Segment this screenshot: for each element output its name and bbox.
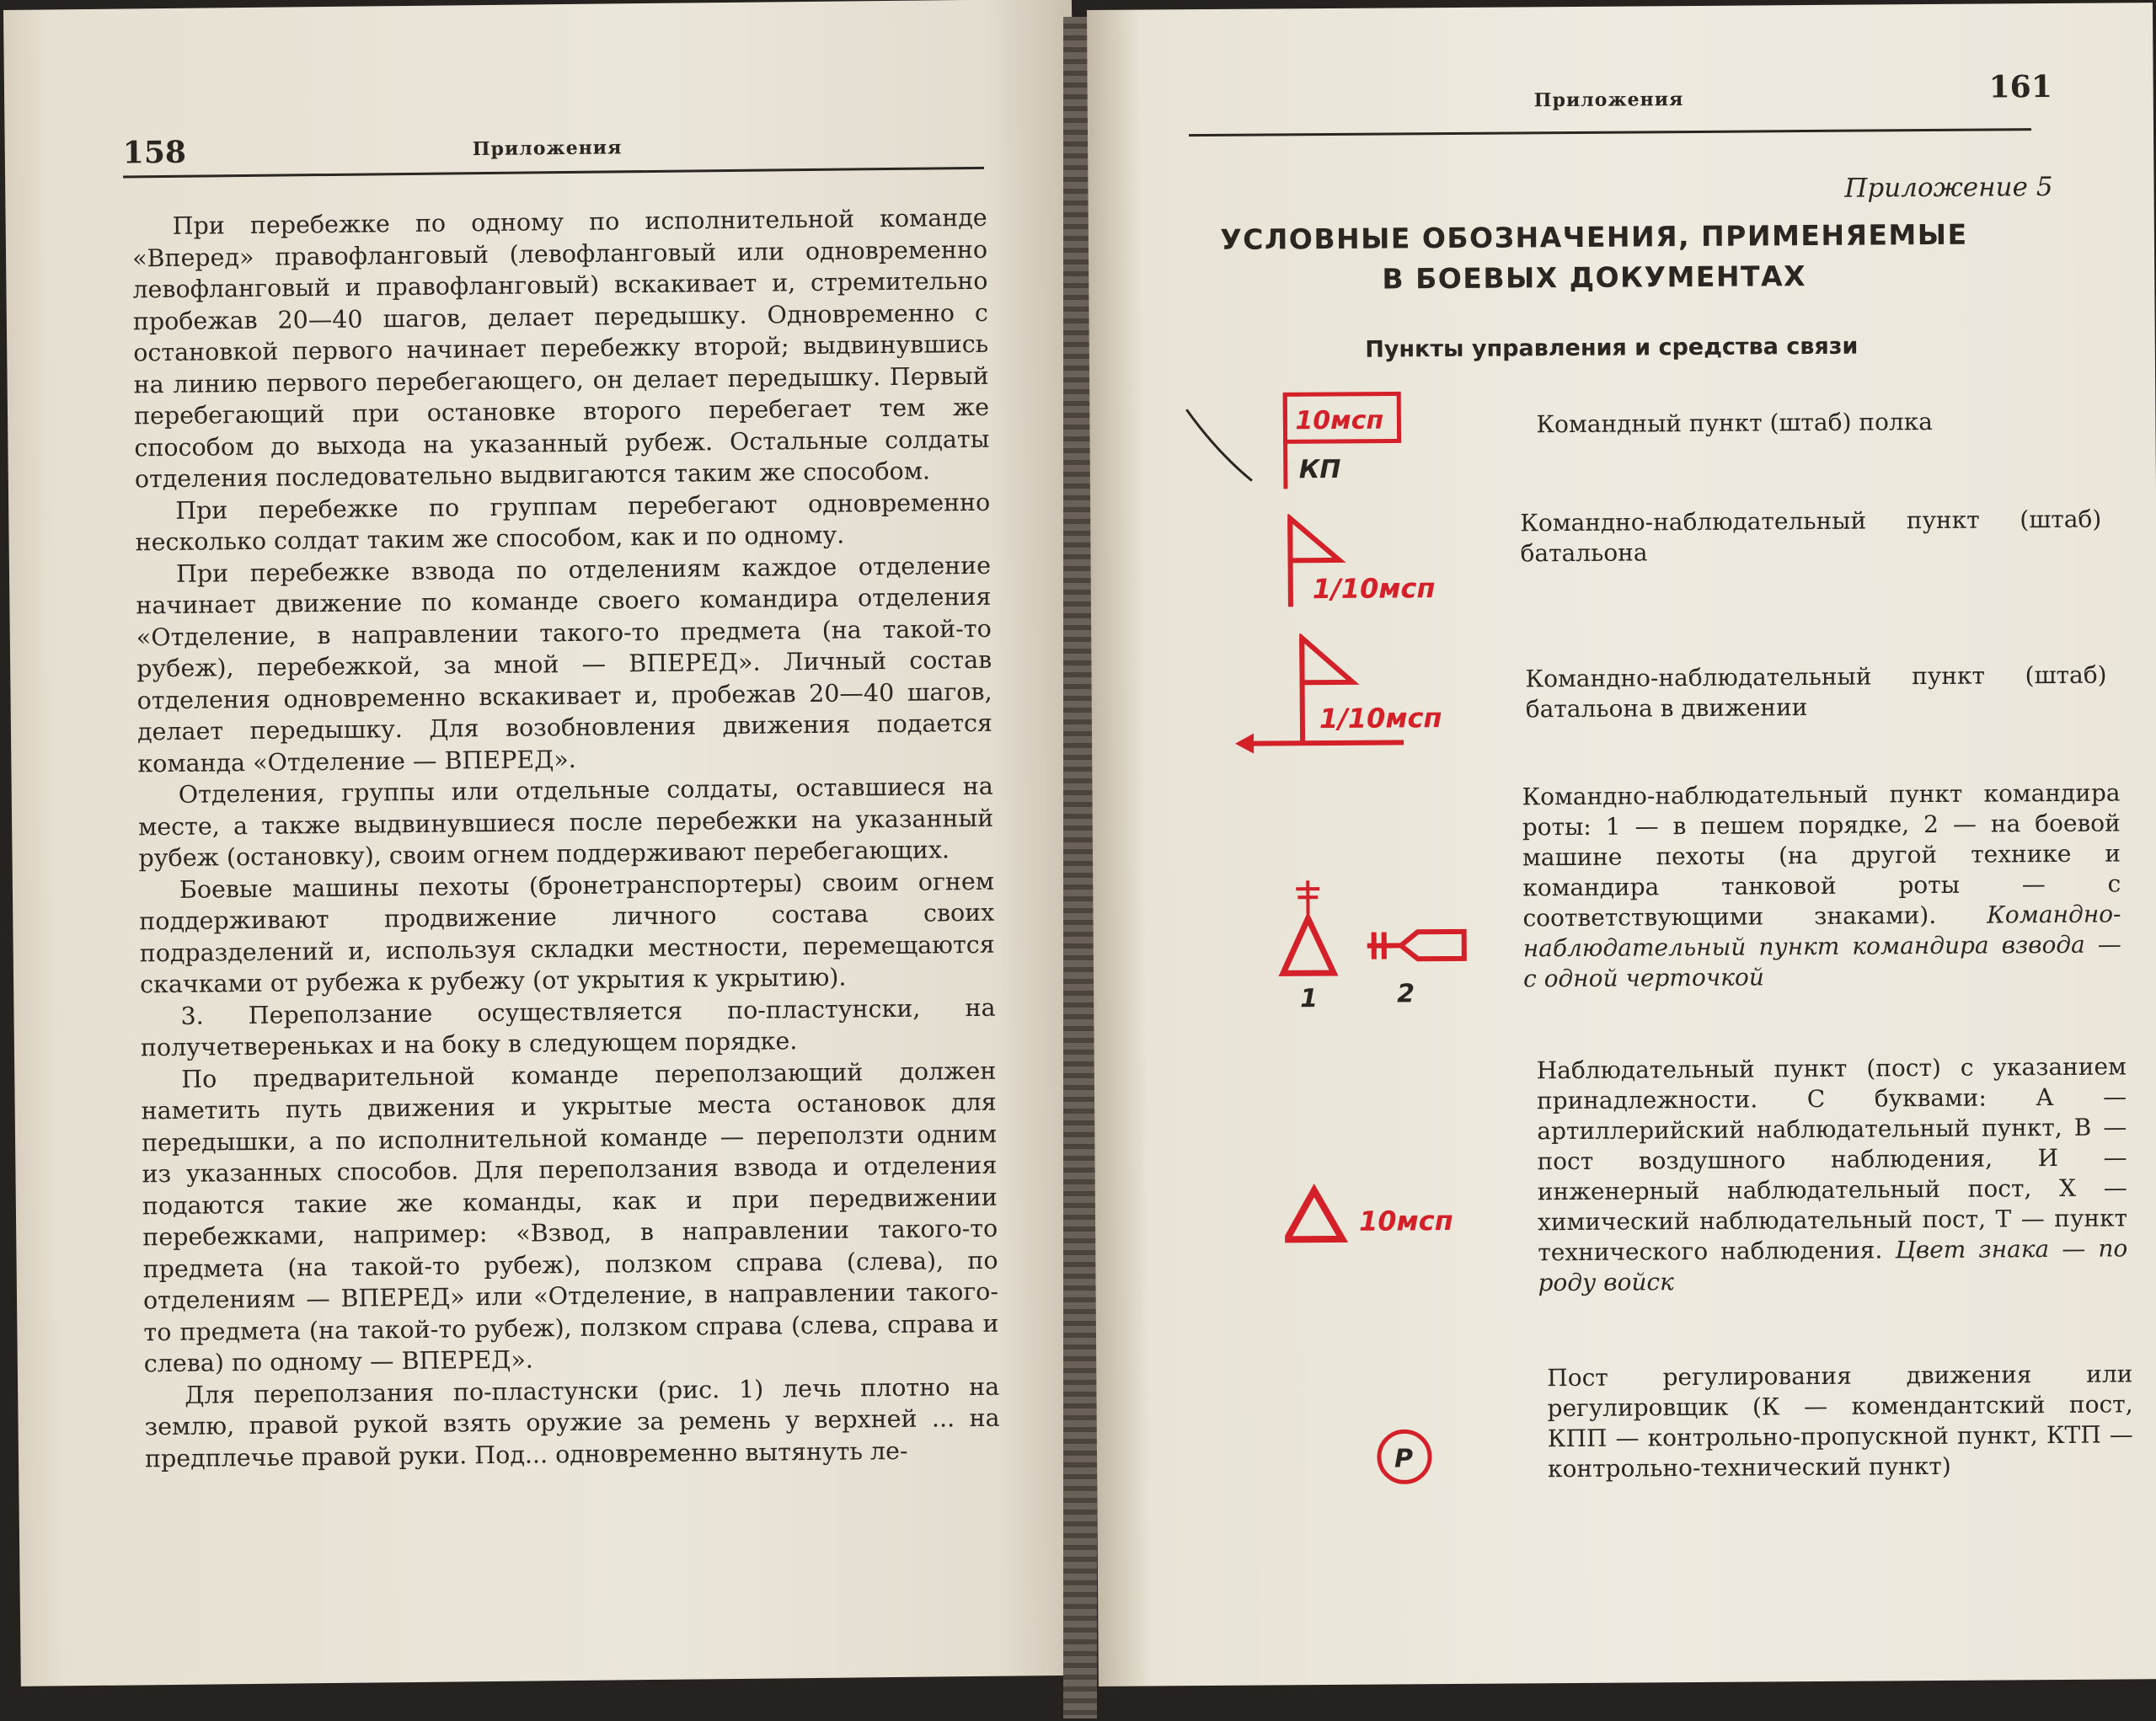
legend-entry: Пост регулирования движения или регулировщик (К — комендантский пост, КПП — контрольно-пропускной пункт, КТП — контрольно-технический пункт) bbox=[1547, 1360, 2133, 1483]
paragraph: Для переползания по-пластунски (рис. 1) лечь плотно на землю, правой рукой взять оружие за ремень у верхней ... на предплечье правой руки. Под... одновременно вытянуть ле- bbox=[144, 1372, 1000, 1472]
page-number: 161 bbox=[1988, 69, 2052, 105]
header-rule bbox=[1189, 128, 2031, 136]
legend-entry bbox=[1522, 778, 2121, 994]
symbol-label: 1/10мсп bbox=[1312, 572, 1436, 606]
right-page bbox=[1087, 3, 2156, 1686]
symbol-label: 2 bbox=[1397, 979, 1415, 1009]
regiment-command-post-symbol bbox=[1275, 391, 1410, 493]
battalion-cop-symbol bbox=[1280, 513, 1500, 616]
paragraph: При перебежке взвода по отделениям каждое отделение начинает движение по команде своего командира отделения «Отделение, в направлении такого-то предмета (на такой-то рубеж), перебежкой, за мной — ВПЕРЕД». Личный состав отделения одновременно вскакивает и, пробежав 20—40 шагов, делает передышку. Для возобновления движения подается команда «Отделение — ВПЕРЕД». bbox=[136, 551, 993, 778]
legend-entry: Командный пункт (штаб) полка bbox=[1536, 408, 1933, 439]
entry-italic-text: Командно-наблюдательный пункт командира взвода — с одной черточкой bbox=[1522, 900, 2121, 993]
legend-entry: Командно-наблюдательный пункт (штаб) батальона bbox=[1520, 505, 2102, 568]
running-header: Приложения bbox=[472, 136, 623, 161]
observation-post-symbol bbox=[1285, 1183, 1488, 1252]
page-title bbox=[1198, 215, 1991, 302]
title-line: УСЛОВНЫЕ ОБОЗНАЧЕНИЯ, ПРИМЕНЯЕМЫЕ bbox=[1220, 217, 1968, 256]
title-line: В БОЕВЫХ ДОКУМЕНТАХ bbox=[1382, 259, 1807, 296]
symbol-label: Р bbox=[1394, 1444, 1414, 1474]
entry-text: Командно-наблюдательный пункт командира роты: 1 — в пешем порядке, 2 — на боевой машине пехоты (на другой технике и командира танковой роты — с соответствующими знаками). bbox=[1522, 778, 2121, 933]
legend-entry bbox=[1537, 1051, 2128, 1298]
paragraph: Отделения, группы или отдельные солдаты, оставшиеся на месте, а также выдвинувшиеся после перебежки на указанный рубеж (остановку), своим огнем поддерживают перебегающих. bbox=[137, 772, 994, 873]
body-text bbox=[132, 202, 1001, 1475]
symbol-label: 1/10мсп bbox=[1319, 702, 1442, 735]
paragraph: По предварительной команде переползающий должен наметить путь движения и укрытые места остановок для передышки, а по исполнительной команде — переползти одним из указанных способов. Для переползания взвода и отделения подаются такие же команды, как и при передвижении перебежками, например: «Взвод, в направлении такого-то предмета (на такой-то рубеж), ползком справа (слева), по отделениям — ВПЕРЕД» или «Отделение, в направлении такого-то предмета (на такой-то рубеж), ползком справа (слева, справа и слева) по одному — ВПЕРЕД». bbox=[141, 1056, 999, 1378]
paragraph: При перебежке по группам перебегают одновременно несколько солдат таким же способом, как и по одному. bbox=[135, 488, 991, 557]
page-number: 158 bbox=[122, 134, 187, 171]
legend-entry: Командно-наблюдательный пункт (штаб) батальона в движении bbox=[1525, 660, 2107, 724]
left-page bbox=[3, 0, 1089, 1686]
paragraph: 3. Переползание осуществляется по-пластунски, на получетвереньках и на боку в следующем порядке. bbox=[140, 993, 996, 1062]
pen-mark bbox=[1182, 405, 1259, 490]
running-header: Приложения bbox=[1533, 88, 1684, 112]
paragraph: При перебежке по одному по исполнительной команде «Вперед» правофланговый (левофланговый или одновременно левофланговый и правофланговый) вскакивает и, стремительно пробежав 20—40 шагов, делает передышку. Одновременно с остановкой первого начинает перебежку второй; выдвинувшись на линию первого перебегающего, он делает передышку. Первый перебегающий при остановке второго перебегает тем же способом до выхода на указанный рубеж. Остальные солдаты отделения последовательно выдвигаются таким же способом. bbox=[131, 203, 990, 494]
header-rule bbox=[123, 167, 984, 179]
symbol-label: КП bbox=[1298, 454, 1341, 485]
paragraph: Боевые машины пехоты (бронетранспортеры) своим огнем поддерживают продвижение личного состава своих подразделений и, используя складки местности, перемещаются скачками от рубежа к рубежу (от укрытия к укрытию). bbox=[139, 867, 995, 999]
symbol-label: 10мсп bbox=[1358, 1205, 1453, 1237]
section-subtitle: Пункты управления и средства связи bbox=[1365, 333, 1859, 363]
entry-text: Наблюдательный пункт (пост) с указанием принадлежности. С буквами: А — артиллерийский наблюдательный пункт, В — пост воздушного наблюдения, И — инженерный наблюдательный пост, Х — химический наблюдательный пост, Т — пункт технического наблюдения. bbox=[1536, 1052, 2128, 1267]
traffic-control-post-symbol bbox=[1371, 1423, 1439, 1491]
symbol-label: 1 bbox=[1300, 984, 1319, 1014]
symbol-label: 10мсп bbox=[1295, 405, 1384, 436]
entry-italic-text: Цвет знака — по роду войск bbox=[1538, 1234, 2128, 1297]
battalion-cop-moving-symbol bbox=[1234, 633, 1505, 761]
company-cop-symbol bbox=[1274, 879, 1494, 1024]
appendix-label: Приложение 5 bbox=[1844, 172, 2053, 204]
